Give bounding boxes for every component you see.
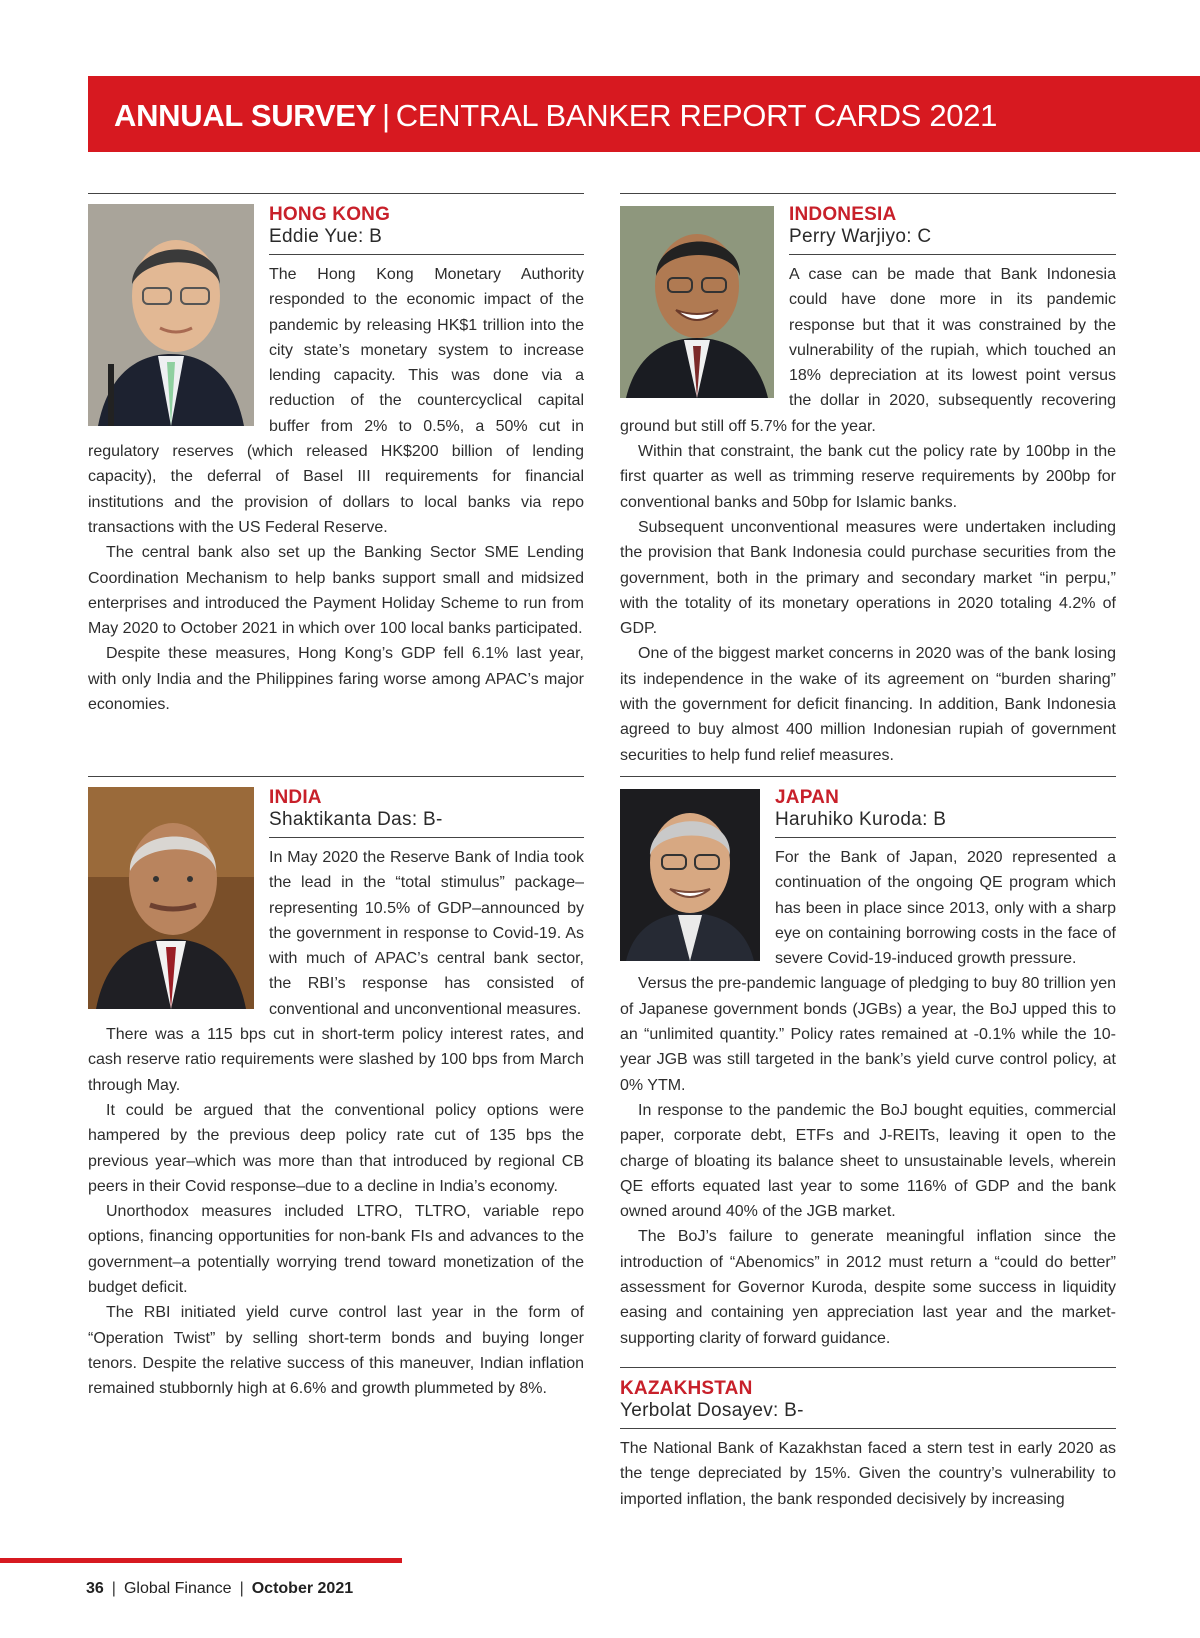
paragraph: The RBI initiated yield curve control last year in the form of “Operation Twist” by selling short-term bonds and buying longer tenors. Despite the relative success of this maneuver, Indian inflation remained stubbornly high at 6.6% and growth plummeted by 8%. [88,1304,584,1398]
section-japan [620,776,1116,1512]
portrait-eddie-yue [88,204,254,426]
footer-separator: | [239,1580,244,1597]
governor-grade: Eddie Yue: B [269,226,584,255]
page-footer [0,1558,1200,1638]
portrait-perry-warjiyo [620,206,774,398]
section-india [88,776,584,1402]
banner-bold-title: ANNUAL SURVEY [114,98,376,133]
paragraph: The Hong Kong Monetary Authority responded to the economic impact of the pandemic by releasing HK$1 trillion into the city state’s monetary system to increase lending capacity. This was done via a reduction of the countercyclical capital buffer from 2% to 0.5%, a 50% cut in regulatory reserves (which released HK$200 billion of lending capacity), the deferral of Basel III requirements for financial institutions and the provision of dollars to local banks via repo transactions with the US Federal Reserve. [88,266,584,536]
issue-date: October 2021 [251,1580,354,1597]
portrait-shaktikanta-das [88,787,254,1009]
portrait-icon [620,206,774,398]
portrait-haruhiko-kuroda [620,789,760,961]
portrait-icon [620,789,760,961]
paragraph: It could be argued that the conventional policy options were hampered by the previous deep policy rate cut of 135 bps the previous year–which was more than that introduced by regional CB peers in their Covid response–due to a decline in India’s economy. [88,1101,584,1195]
section-indonesia [620,193,1116,768]
governor-grade: Yerbolat Dosayev: B- [620,1400,1116,1429]
country-heading: INDONESIA [789,204,897,225]
publication-name: Global Finance [123,1580,232,1597]
portrait-icon [88,787,254,1009]
paragraph: In May 2020 the Reserve Bank of India took the lead in the “total stimulus” package–representing 10.5% of GDP–announced by the government in response to Covid-19. As with much of APAC’s central bank sector, the RBI’s response has consisted of conventional and unconventional measures. [269,849,584,1018]
country-heading: JAPAN [775,787,839,808]
paragraph: A case can be made that Bank Indonesia could have done more in its pandemic response but that it was constrained by the vulnerability of the rupiah, which touched an 18% depreciation at its lowest point versus the dollar in 2020, subsequently recovering ground but still off 5.7% for the year. [620,266,1116,435]
paragraph: Within that constraint, the bank cut the policy rate by 100bp in the first quarter as well as trimming reserve requirements by 200bp for conventional banks and 50bp for Islamic banks. [620,443,1116,511]
governor-grade: Haruhiko Kuroda: B [775,809,1116,838]
paragraph: For the Bank of Japan, 2020 represented a continuation of the ongoing QE program which has been in place since 2013, only with a sharp eye on containing borrowing costs in the face of severe Covid-19-induced growth pressure. [775,849,1116,968]
paragraph: The BoJ’s failure to generate meaningful inflation since the introduction of “Abenomics” in 2012 must return a “could do better” assessment for Governor Kuroda, despite some success in liquidity easing and containing yen appreciation last year and the market-supporting clarity of forward guidance. [620,1228,1116,1347]
banner-separator: | [381,98,390,133]
paragraph: The National Bank of Kazakhstan faced a stern test in early 2020 as the tenge depreciated by 15%. Given the country’s vulnerability to imported inflation, the bank responded decisively by increasing [620,1439,1116,1508]
paragraph: In response to the pandemic the BoJ bought equities, commercial paper, corporate debt, ETFs and J-REITs, leaving it open to the charge of bloating its balance sheet to unsustainable levels, wherein QE efforts equated last year to some 116% of GDP and the bank owned around 40% of the JGB market. [620,1101,1116,1221]
footer-text [86,1580,353,1598]
paragraph: Unorthodox measures included LTRO, TLTRO, variable repo options, financing opportunities for non-bank FIs and advances to the government–a potentially worrying trend toward monetization of the budget deficit. [88,1203,584,1297]
portrait-icon [88,204,254,426]
paragraph: The central bank also set up the Banking Sector SME Lending Coordination Mechanism to help banks support small and midsized enterprises and introduced the Payment Holiday Scheme to run from May 2020 to October 2021 in which over 100 local banks participated. [88,544,584,638]
governor-grade: Perry Warjiyo: C [789,226,1116,255]
section-hong-kong [88,193,584,717]
country-heading: KAZAKHSTAN [620,1377,753,1399]
paragraph: Subsequent unconventional measures were undertaken including the provision that Bank Indonesia could purchase securities from the government, both in the primary and secondary market “in perpu,” with the totality of its monetary operations in 2020 totaling 4.2% of GDP. [620,518,1116,638]
section-kazakhstan [620,1367,1116,1512]
governor-grade: Shaktikanta Das: B- [269,809,584,838]
paragraph: One of the biggest market concerns in 2020 was of the bank losing its independence in the wake of its agreement on “burden sharing” with the government for deficit financing. In addition, Bank Indonesia agreed to buy almost 400 million Indonesian rupiah of government securities to help fund relief measures. [620,645,1116,764]
banner-title [114,98,997,134]
section-banner [88,76,1200,152]
page-number: 36 [86,1580,104,1597]
country-heading: INDIA [269,787,322,808]
banner-subtitle: CENTRAL BANKER REPORT CARDS 2021 [395,98,998,133]
paragraph: Despite these measures, Hong Kong’s GDP fell 6.1% last year, with only India and the Philippines faring worse among APAC’s major economies. [88,645,584,714]
country-heading: HONG KONG [269,204,391,225]
paragraph: Versus the pre-pandemic language of pledging to buy 80 trillion yen of Japanese government bonds (JGBs) a year, the BoJ upped this to an “unlimited quantity.” Policy rates remained at -0.1% while the 10-year JGB was still targeted in the bank’s yield curve control policy, at 0% YTM. [620,975,1116,1094]
footer-separator: | [111,1580,116,1597]
paragraph: There was a 115 bps cut in short-term policy interest rates, and cash reserve ratio requirements were slashed by 100 bps from March through May. [88,1026,584,1094]
footer-accent-bar [0,1558,402,1563]
